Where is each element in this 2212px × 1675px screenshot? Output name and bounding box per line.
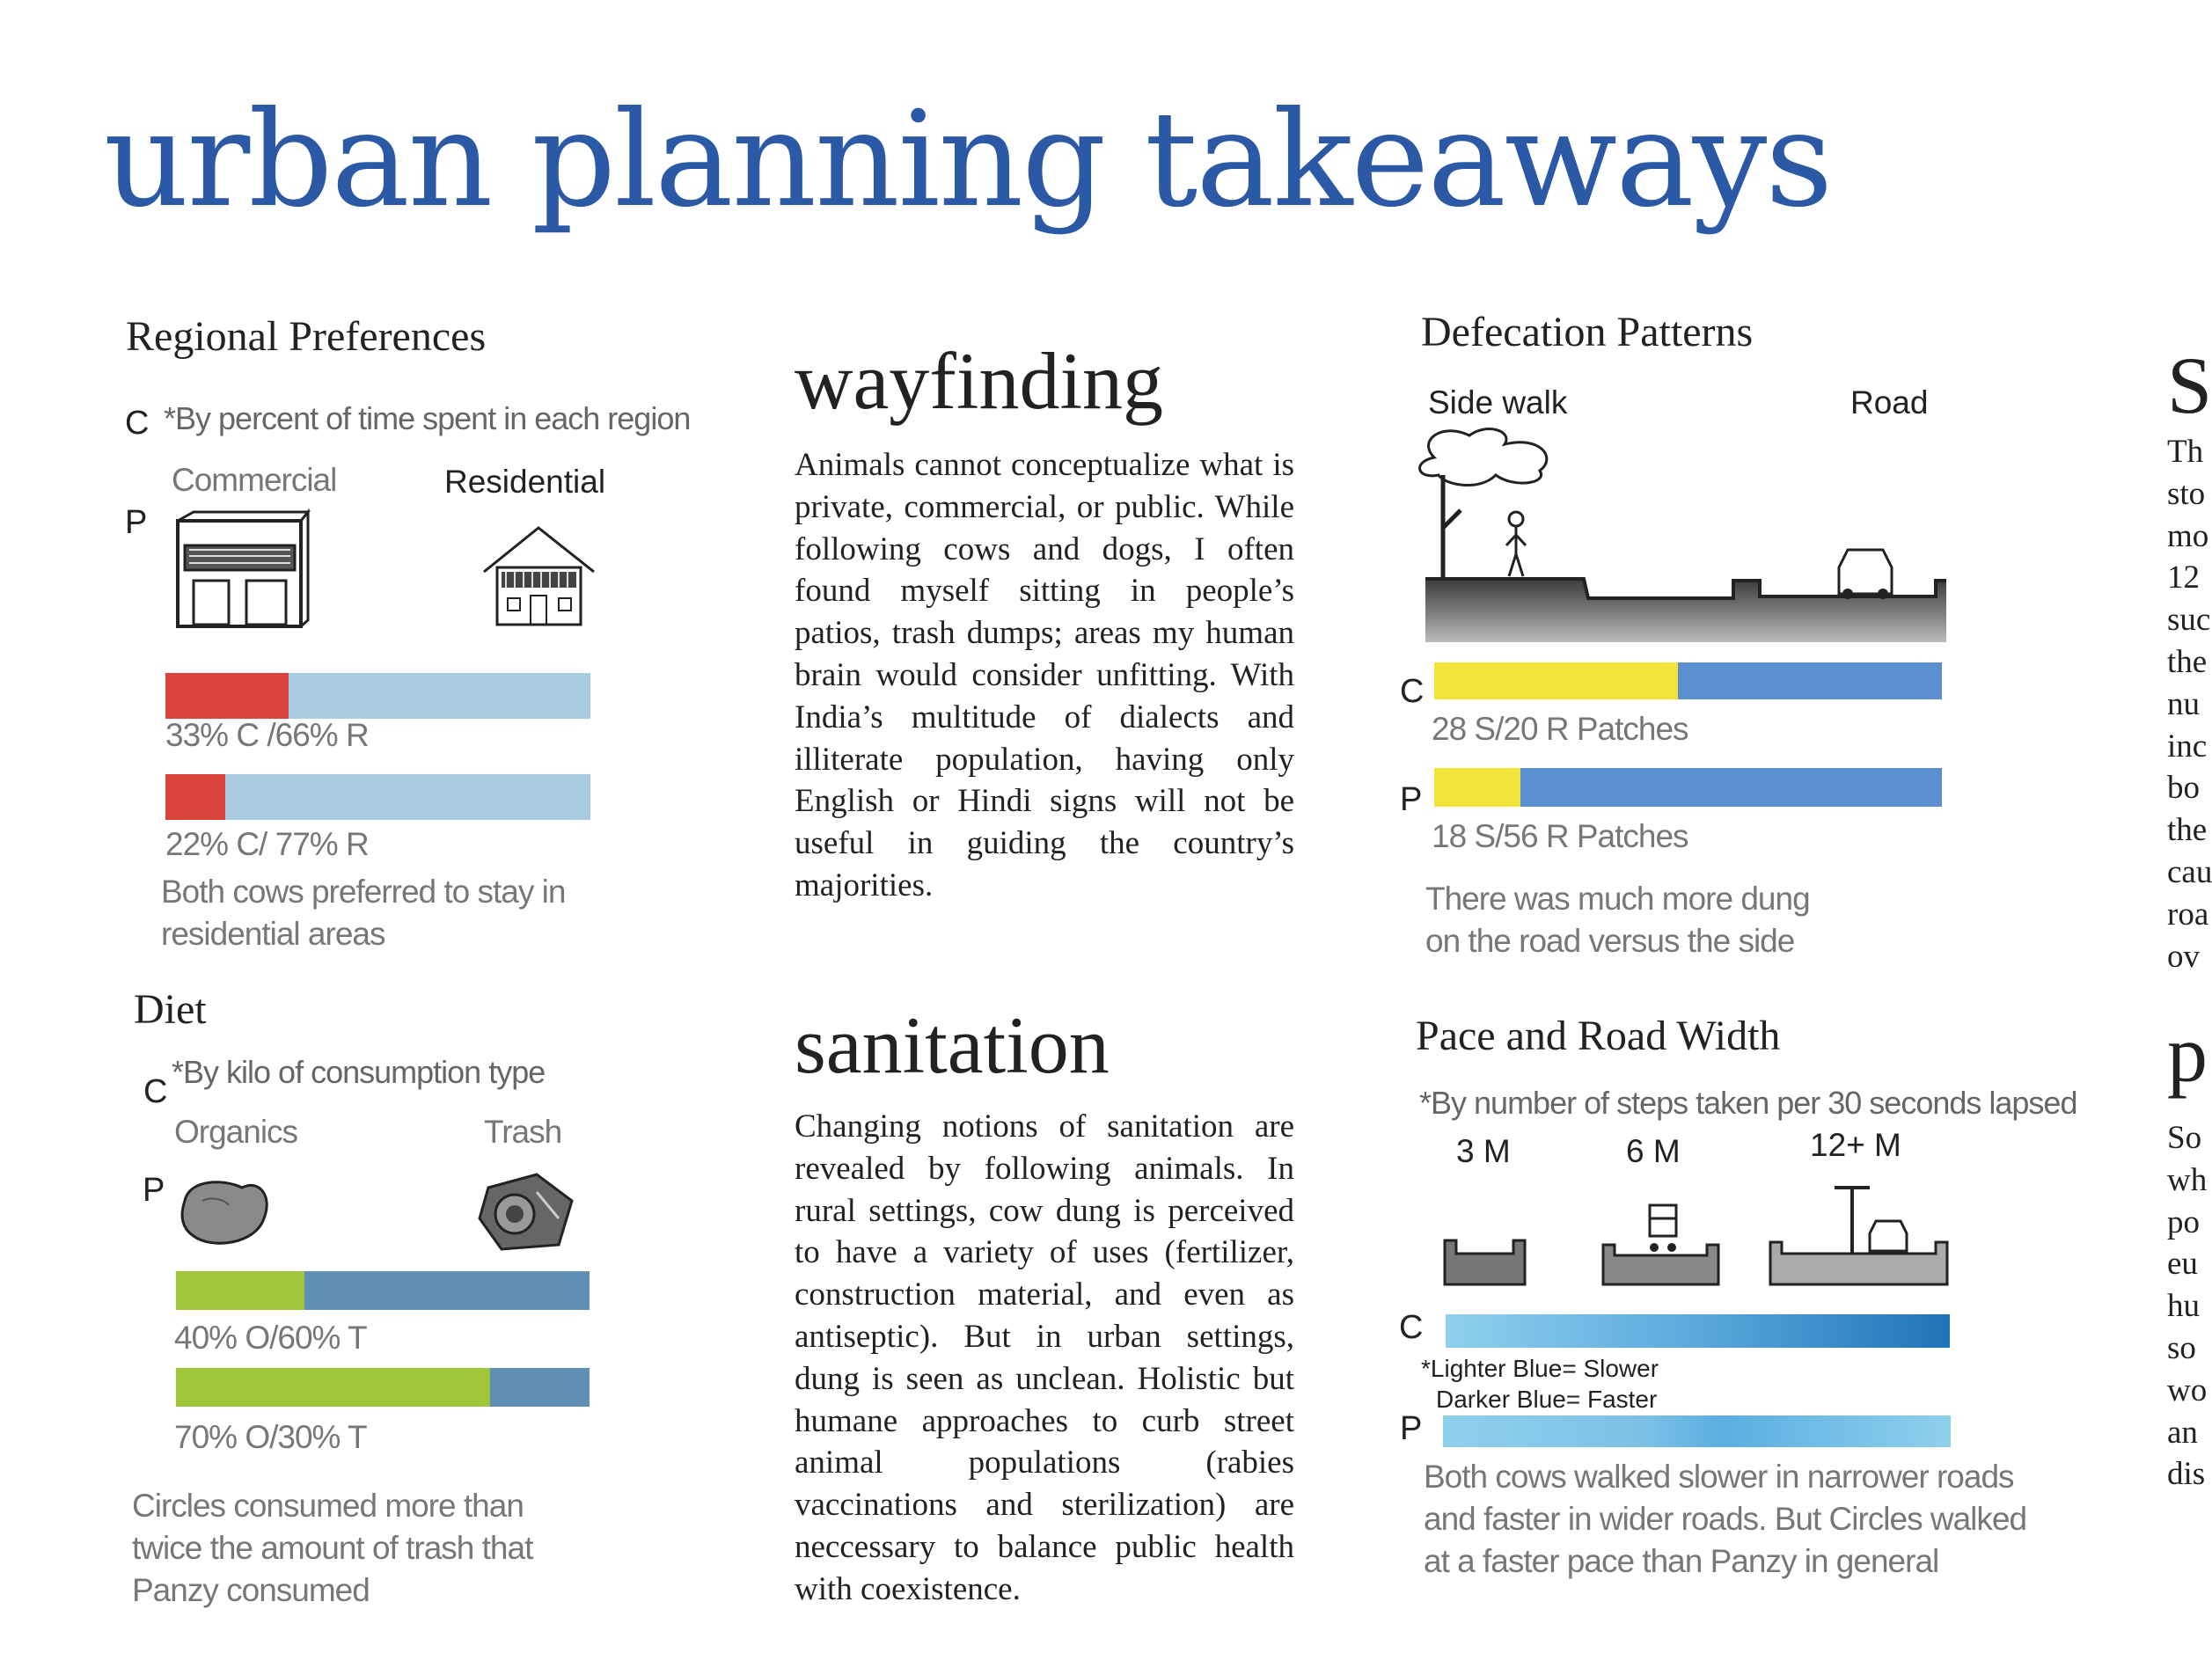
regional-c-marker: C [125,405,150,442]
pace-caption-line3: at a faster pace than Panzy in general [1424,1543,1939,1579]
defecation-caption [1425,878,1918,962]
diet-bar-circles-trash [304,1271,590,1310]
edge-heading-1: S [2167,340,2212,430]
pace-p-marker: P [1400,1410,1423,1447]
edge-col2-line-8: an [2167,1414,2198,1451]
edge-col2-line-9: dis [2167,1456,2206,1493]
defecation-c-marker: C [1400,673,1425,710]
pace-bar-panzy [1443,1415,1951,1447]
regional-bar-circles-label: 33% C /66% R [165,717,369,753]
pace-caption-line1: Both cows walked slower in narrower roads [1424,1459,2014,1495]
edge-column-2 [2167,1117,2208,1496]
edge-col1-line-2: sto [2167,475,2206,512]
shop-illustration [167,510,317,638]
regional-caption-line2: residential areas [161,916,385,952]
pace-heading: Pace and Road Width [1416,1013,1781,1059]
edge-col1-line-12: roa [2167,896,2209,933]
diet-note: *By kilo of consumption type [172,1054,546,1090]
edge-col2-line-7: wo [2167,1371,2208,1408]
edge-col2-line-4: eu [2167,1246,2198,1283]
diet-c-marker: C [143,1073,168,1110]
defecation-p-marker: P [1400,781,1423,818]
label-3m: 3 M [1456,1133,1511,1169]
label-trash: Trash [484,1114,562,1150]
pace-legend-dark: Darker Blue= Faster [1436,1386,1658,1413]
house-illustration [480,523,598,629]
diet-caption-line1: Circles consumed more than [132,1488,524,1524]
defecation-bar-circles-label: 28 S/20 R Patches [1432,711,1688,747]
diet-heading: Diet [134,986,207,1033]
regional-p-marker: P [125,504,148,541]
edge-col1-line-7: nu [2167,685,2200,722]
edge-col1-line-9: bo [2167,770,2200,807]
defecation-bar-panzy-road [1520,768,1942,807]
wayfinding-heading: wayfinding [795,336,1164,426]
defecation-bar-circles-road [1678,662,1942,699]
pace-note: *By number of steps taken per 30 seconds lapsed [1419,1085,2077,1121]
diet-bar-panzy-trash [490,1368,590,1407]
regional-caption [161,871,601,955]
street-scene-illustration [1408,422,1953,642]
defecation-caption-line1: There was much more dung [1425,881,1810,917]
label-sidewalk: Side walk [1428,384,1568,421]
edge-col2-line-6: so [2167,1329,2196,1366]
pace-caption-line2: and faster in wider roads. But Circles walked [1424,1501,2027,1537]
diet-caption [132,1485,590,1612]
diet-bar-circles-label: 40% O/60% T [174,1320,367,1356]
diet-bar-panzy [176,1368,590,1407]
regional-bar-panzy [165,774,590,820]
diet-p-marker: P [143,1172,165,1209]
edge-col1-line-3: mo [2167,517,2209,554]
edge-col1-line-5: suc [2167,602,2211,639]
pace-bar-circles [1446,1314,1950,1348]
wayfinding-body: Animals cannot conceptualize what is private, commercial, or public. While following cows and dogs, I often found myself sitting in people’s patios, trash dumps; areas my human brain would consider unfitting. With India’s multitude of dialects and illiterate population, having only English or Hindi signs will not be useful in guiding the country’s majorities. [795,447,1294,903]
trash-illustration [475,1170,581,1254]
pace-c-marker: C [1399,1309,1424,1346]
label-organics: Organics [174,1114,298,1150]
organics-illustration [176,1174,273,1249]
edge-heading-2: p [2167,1009,2208,1099]
edge-col1-line-1: Th [2167,434,2204,470]
pace-legend-light: *Lighter Blue= Slower [1421,1355,1659,1382]
edge-col2-line-2: wh [2167,1161,2208,1198]
regional-preferences-heading: Regional Preferences [126,313,487,360]
label-6m: 6 M [1626,1133,1681,1169]
defecation-bar-panzy-sidewalk [1434,768,1520,807]
edge-column-1 [2167,431,2212,977]
defecation-bar-circles-sidewalk [1434,662,1678,699]
label-residential: Residential [444,464,606,500]
edge-col2-line-5: hu [2167,1288,2200,1325]
diet-caption-line2: twice the amount of trash that [132,1530,533,1566]
road-3m-illustration [1443,1170,1531,1289]
regional-bar-panzy-commercial [165,774,225,820]
edge-col1-line-13: ov [2167,938,2200,975]
label-road: Road [1850,384,1929,421]
defecation-caption-line2: on the road versus the side [1425,923,1795,959]
edge-col1-line-10: the [2167,812,2208,849]
page-title: urban planning takeaways [104,84,1832,237]
sanitation-body: Changing notions of sanitation are revealed by following animals. In rural settings, cow dung is perceived to have a variety of uses (fertilizer, construction material, and even as antiseptic). But in urban settings, dung is seen as unclean. Holistic but humane approaches to curb street animal populations (rabies vaccinations and sterilization) are neccessary to balance public health with coexistence. [795,1108,1294,1607]
edge-col2-line-3: po [2167,1203,2200,1240]
label-12m: 12+ M [1810,1127,1901,1163]
defecation-heading: Defecation Patterns [1421,309,1754,355]
defecation-bar-panzy-label: 18 S/56 R Patches [1432,818,1688,854]
regional-bar-circles-residential [289,673,590,719]
regional-bar-panzy-residential [225,774,590,820]
regional-note: *By percent of time spent in each region [164,400,691,436]
defecation-bar-panzy [1434,768,1942,807]
label-commercial: Commercial [172,462,337,498]
diet-bar-panzy-organics [176,1368,490,1407]
edge-col2-line-1: So [2167,1120,2202,1156]
defecation-bar-circles [1434,662,1942,699]
diet-bar-circles [176,1271,590,1310]
diet-caption-line3: Panzy consumed [132,1572,370,1608]
road-6m-illustration [1601,1170,1725,1289]
regional-bar-panzy-label: 22% C/ 77% R [165,826,369,862]
pace-caption [1424,1456,2040,1583]
regional-bar-circles-commercial [165,673,289,719]
sanitation-heading: sanitation [795,1000,1110,1090]
diet-bar-panzy-label: 70% O/30% T [174,1419,367,1455]
regional-bar-circles [165,673,590,719]
diet-bar-circles-organics [176,1271,304,1310]
edge-col1-line-8: inc [2167,728,2208,764]
regional-caption-line1: Both cows preferred to stay in [161,874,566,910]
edge-col1-line-11: cau [2167,853,2212,890]
edge-col1-line-4: 12 [2167,560,2200,596]
road-12m-illustration [1769,1170,1953,1289]
edge-col1-line-6: the [2167,643,2208,680]
